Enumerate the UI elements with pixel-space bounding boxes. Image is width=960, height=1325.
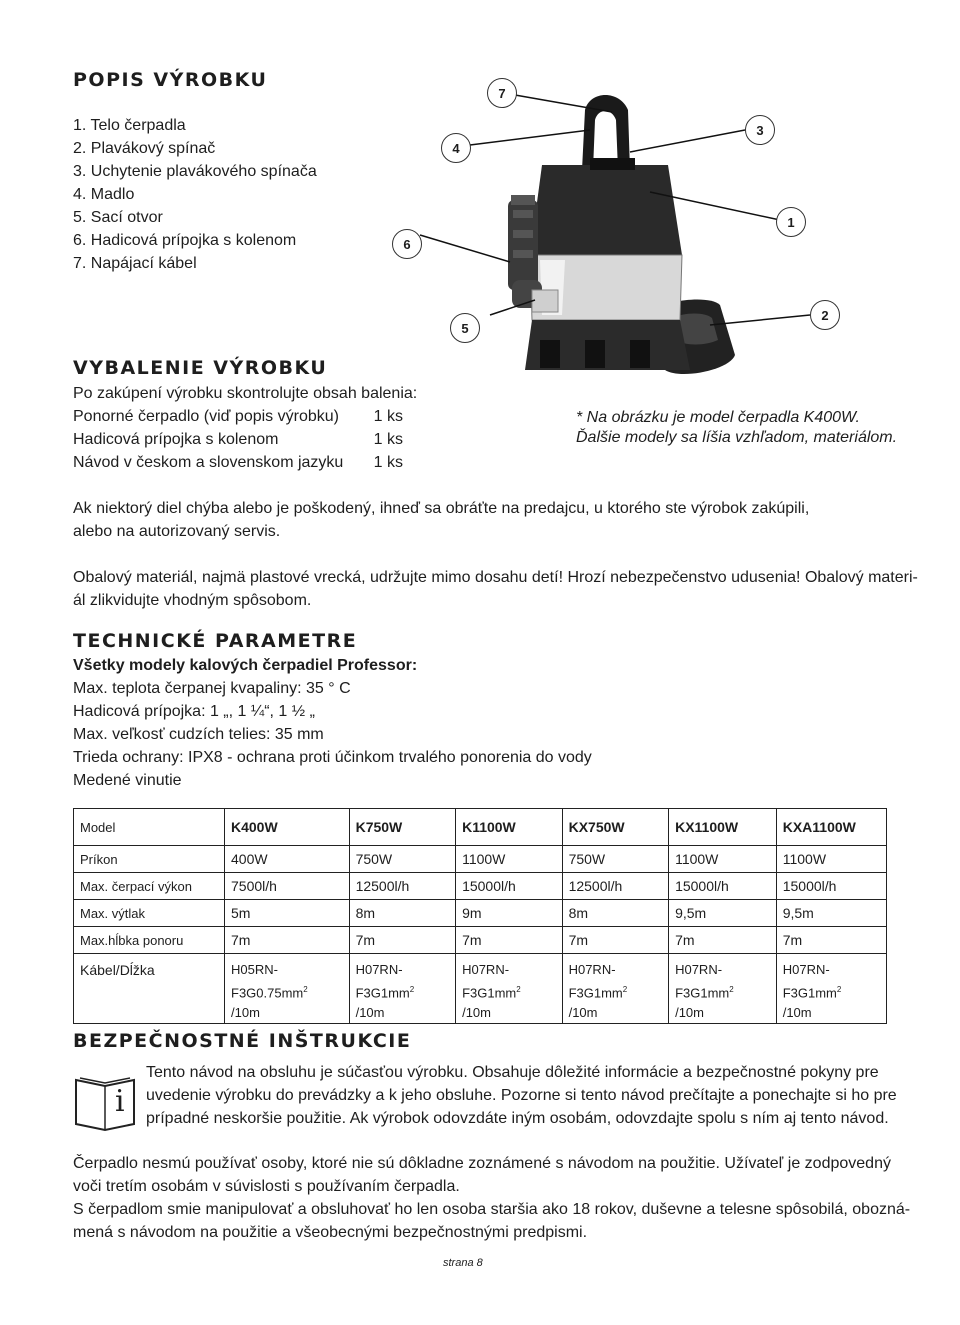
table-row: Max.hĺbka ponoru 7m 7m 7m 7m 7m 7m — [74, 927, 887, 954]
pump-motor — [530, 165, 682, 255]
unpacking-intro: Po zakúpení výrobku skontrolujte obsah balenia: — [73, 385, 418, 402]
table-row: Max. výtlak 5m 8m 9m 8m 9,5m 9,5m — [74, 900, 887, 927]
missing-parts-paragraph: Ak niektorý diel chýba alebo je poškodený, ihneď sa obráťte na predajcu, u ktorého ste výrobok zakúpili, alebo na autorizovaný servis. — [73, 500, 810, 540]
callout-1: 1 — [776, 207, 806, 237]
list-item: 2. Plavákový spínač — [73, 140, 216, 157]
page-number: strana 8 — [443, 1257, 483, 1269]
list-item: Ponorné čerpadlo (viď popis výrobku) 1 ks — [73, 408, 403, 425]
list-item: 6. Hadicová prípojka s kolenom — [73, 232, 297, 249]
table-row: Príkon 400W 750W 1100W 750W 1100W 1100W — [74, 846, 887, 873]
table-row: Model K400W K750W K1100W KX750W KX1100W KXA1100W — [74, 809, 887, 846]
parameters-table — [73, 808, 887, 1024]
safety-paragraph: Čerpadlo nesmú používať osoby, ktoré nie sú dôkladne zoznámené s návodom na použitie. Užívateľ je zodpovedný voči tretím osobám v súvislosti s používaním čerpadla. S čerpadlom smie manipulovať a obsluhovať ho len osoba staršia ako 18 rokov, duševne a telesne spôsobilá, obozná- mená s návodom na použitie a všeobecnými bezpečnostnými predpismi. — [73, 1155, 911, 1241]
figure-note: * Na obrázku je model čerpadla K400W. Ďalšie modely sa líšia vzhľadom, materiálom. — [576, 409, 898, 446]
section-title-technical: TECHNICKÉ PARAMETRE — [73, 630, 358, 652]
callout-7: 7 — [487, 78, 517, 108]
pump-illustration — [390, 70, 850, 400]
packaging-warning-paragraph: Obalový materiál, najmä plastové vrecká, udržujte mimo dosahu detí! Hrozí nebezpečenstvo udusenia! Obalový materi- ál zlikvidujte vhodným spôsobom. — [73, 569, 918, 609]
callout-4: 4 — [441, 133, 471, 163]
section-title-description: POPIS VÝROBKU — [73, 69, 268, 91]
parts-list — [73, 114, 317, 275]
list-item: Návod v českom a slovenskom jazyku 1 ks — [73, 454, 403, 471]
list-item: 3. Uchytenie plavákového spínača — [73, 163, 317, 180]
list-item: 5. Sací otvor — [73, 209, 163, 226]
info-paragraph: Tento návod na obsluhu je súčasťou výrobku. Obsahuje dôležité informácie a bezpečnostné pokyny pre uvedenie výrobku do prevádzky a k jeho obsluhe. Pozorne si tento návod prečítajte a ponechajte si ho pre prípadné neskoršie použitie. Ak výrobok odovzdáte iným osobám, odovzdajte spolu s ním aj tento návod. — [146, 1064, 897, 1127]
list-item: Hadicová prípojka s kolenom 1 ks — [73, 431, 403, 448]
table-row: Kábel/Dĺžka $H05RN-F3G0.75mm^2$ /10m $H07RN-F3G1mm^2$ /10m $H07RN-F3G1mm^2$ /10m $H07RN-F3G1mm^2$ /10m $H07RN-F3G1mm^2$ /10m $H07RN-F3G1mm^2$ /10m — [74, 954, 887, 1024]
list-item: 1. Telo čerpadla — [73, 117, 186, 134]
technical-lines: Max. teplota čerpanej kvapaliny: 35 ° C Hadicová prípojka: 1 „, 1 ¼“, 1 ½ „ Max. veľkosť cudzích telies: 35 mm Trieda ochrany: IPX8 - ochrana proti účinkom trvalého ponorenia do vody Medené vinutie — [73, 680, 592, 789]
callout-5: 5 — [450, 313, 480, 343]
info-book-icon: i — [72, 1072, 138, 1132]
list-item: 7. Napájací kábel — [73, 255, 197, 272]
table-row: Max. čerpací výkon 7500l/h 12500l/h 15000l/h 12500l/h 15000l/h 15000l/h — [74, 873, 887, 900]
callout-2: 2 — [810, 300, 840, 330]
package-contents — [73, 405, 403, 474]
section-title-unpacking: VYBALENIE VÝROBKU — [73, 357, 328, 379]
callout-3: 3 — [745, 115, 775, 145]
callout-6: 6 — [392, 229, 422, 259]
list-item: 4. Madlo — [73, 186, 135, 203]
technical-subtitle: Všetky modely kalových čerpadiel Professor: — [73, 657, 418, 674]
section-title-safety: BEZPEČNOSTNÉ INŠTRUKCIE — [73, 1030, 412, 1052]
